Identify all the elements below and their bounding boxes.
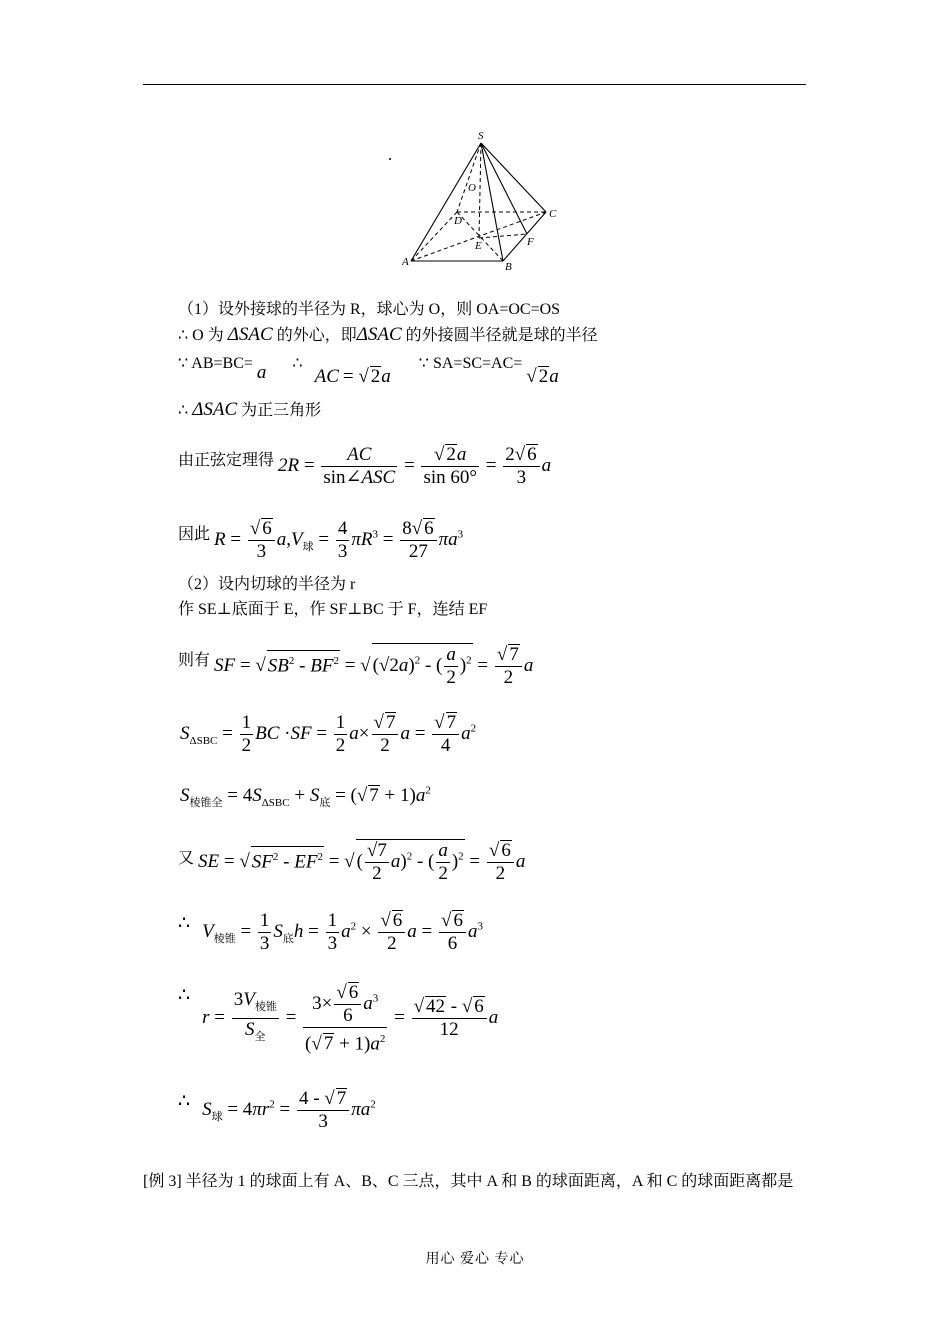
- se-formula: SE = √ $SF^2 - EF^2$ = √ ( $\frac{√7}{2}$ a)$^2$ - ( $\frac{a}{2}$ )$^2$ = $\frac{√ 6}{2}$ a: [198, 840, 526, 884]
- label-o: O: [468, 182, 476, 194]
- volume-line: [178, 910, 483, 955]
- triangle-sac-1: ΔSAC: [227, 324, 273, 345]
- label-b: B: [505, 261, 512, 273]
- area-sbc-line: [180, 712, 476, 757]
- circumcenter-b: 的外心，即: [276, 327, 357, 344]
- therefore-5: ∴: [178, 1090, 191, 1112]
- therefore-2: ∴: [178, 402, 189, 419]
- therefore-4: ∴: [178, 985, 191, 1007]
- circumcenter-a: ∴ O 为: [178, 327, 224, 344]
- triangle-sac-3: ΔSAC: [192, 399, 238, 420]
- math-a: a: [256, 362, 267, 383]
- sine-law-label: 由正弦定理得: [178, 451, 275, 469]
- equilateral-text: 为正三角形: [241, 402, 322, 419]
- triangle-sac-2: ΔSAC: [356, 324, 402, 345]
- label-e: E: [475, 240, 482, 252]
- label-s: S: [478, 130, 484, 142]
- part2-intro: （2）设内切球的半径为 r: [178, 576, 356, 593]
- radius-volume-formula: R = $\frac{√ 6}{3}$ $a,V_球$ = $\frac{4}{3}$ $\pi R^3$ = $\frac{8√ 6}{27}$ $\pi a^3$: [214, 518, 464, 562]
- hence-label: 因此: [178, 525, 211, 543]
- sphere-area-line: [178, 1088, 376, 1133]
- part1-intro: （1）设外接球的半径为 R，球心为 O，则 OA=OC=OS: [178, 301, 561, 318]
- example-3: [例 3] 半径为 1 的球面上有 A、B、C 三点，其中 A 和 B 的球面距离，A 和 C 的球面距离都是: [143, 1173, 794, 1190]
- given-sa: ∵ SA=SC=AC=: [418, 355, 523, 372]
- equilateral-line: [178, 400, 321, 421]
- area-sbc-formula: $S_{\Delta SBC}$ = $\frac{1}{2}$ BC ·SF = $\frac{1}{2}$ a× $\frac{√ 7}{2}$ a = $\frac{√ 7}{4}$ $a^2$: [180, 712, 477, 756]
- given-sides-line: [178, 352, 559, 387]
- circumcenter-line: [178, 325, 598, 346]
- total-area-line: [180, 785, 431, 810]
- inradius-line: [178, 982, 498, 1055]
- sine-law-line: [178, 438, 552, 488]
- sf-formula: SF = √ $SB^2 - BF^2$ = √ $(√2a)^2$ - ( $\frac{a}{2}$ )$^2$ = $\frac{√ 7}{2}$ a: [214, 644, 534, 688]
- therefore-1: ∴: [292, 355, 303, 372]
- sine-law-formula: 2R = $\frac{AC}{\text{sin∠ASC}}$ = $\frac{√ 2a}{\sin 60^\circ}$ = $\frac{2√ 6}{3}$ a: [278, 444, 552, 488]
- inradius-formula: r = $\frac{3V_{棱锥}}{S_全}$ = 3× $\frac{√ 6}{6}$ $a^3$ (√ $7 + 1)a^2$ = $\frac{√ 42 - √ 6}{12}$ a: [202, 982, 499, 1055]
- math-sqrt2a: √ 2a: [526, 366, 559, 387]
- label-d: D: [454, 215, 462, 227]
- label-a: A: [402, 256, 409, 268]
- page-footer: 用心 爱心 专心: [425, 1252, 525, 1267]
- label-f: F: [527, 236, 534, 248]
- given-ab: ∵ AB=BC=: [178, 355, 253, 372]
- math-ac: AC: [314, 366, 339, 387]
- construction-line: 作 SE⊥底面于 E，作 SF⊥BC 于 F，连结 EF: [178, 601, 488, 618]
- sf-line: [178, 637, 534, 688]
- header-rule: [143, 84, 806, 85]
- then-label: 则有: [178, 651, 211, 669]
- pyramid-figure: [395, 128, 570, 276]
- label-c: C: [549, 208, 557, 220]
- se-line: [178, 835, 526, 884]
- radius-volume-line: [178, 512, 464, 562]
- stray-dot: [389, 158, 391, 160]
- also-label: 又: [178, 849, 195, 867]
- total-area-formula: $S_{棱锥全} = 4S_{\Delta SBC} + S_底$ = (√ $7 + 1)a^2$: [180, 785, 431, 810]
- math-eq: = √ 2a: [342, 366, 391, 387]
- volume-formula: $V_{棱锥}$ = $\frac{1}{3}$ $S_底h$ = $\frac{1}{3}$ $a^2$ × $\frac{√ 6}{2}$ a = $\frac{√ 6}{6}$ $a^3$: [202, 910, 483, 954]
- therefore-3: ∴: [178, 912, 191, 934]
- sphere-area-formula: $S_球 = 4\pi r^2$ = $\frac{4 - √ 7}{3}$ $\pi a^2$: [202, 1088, 376, 1132]
- circumcenter-c: 的外接圆半径就是球的半径: [405, 327, 598, 344]
